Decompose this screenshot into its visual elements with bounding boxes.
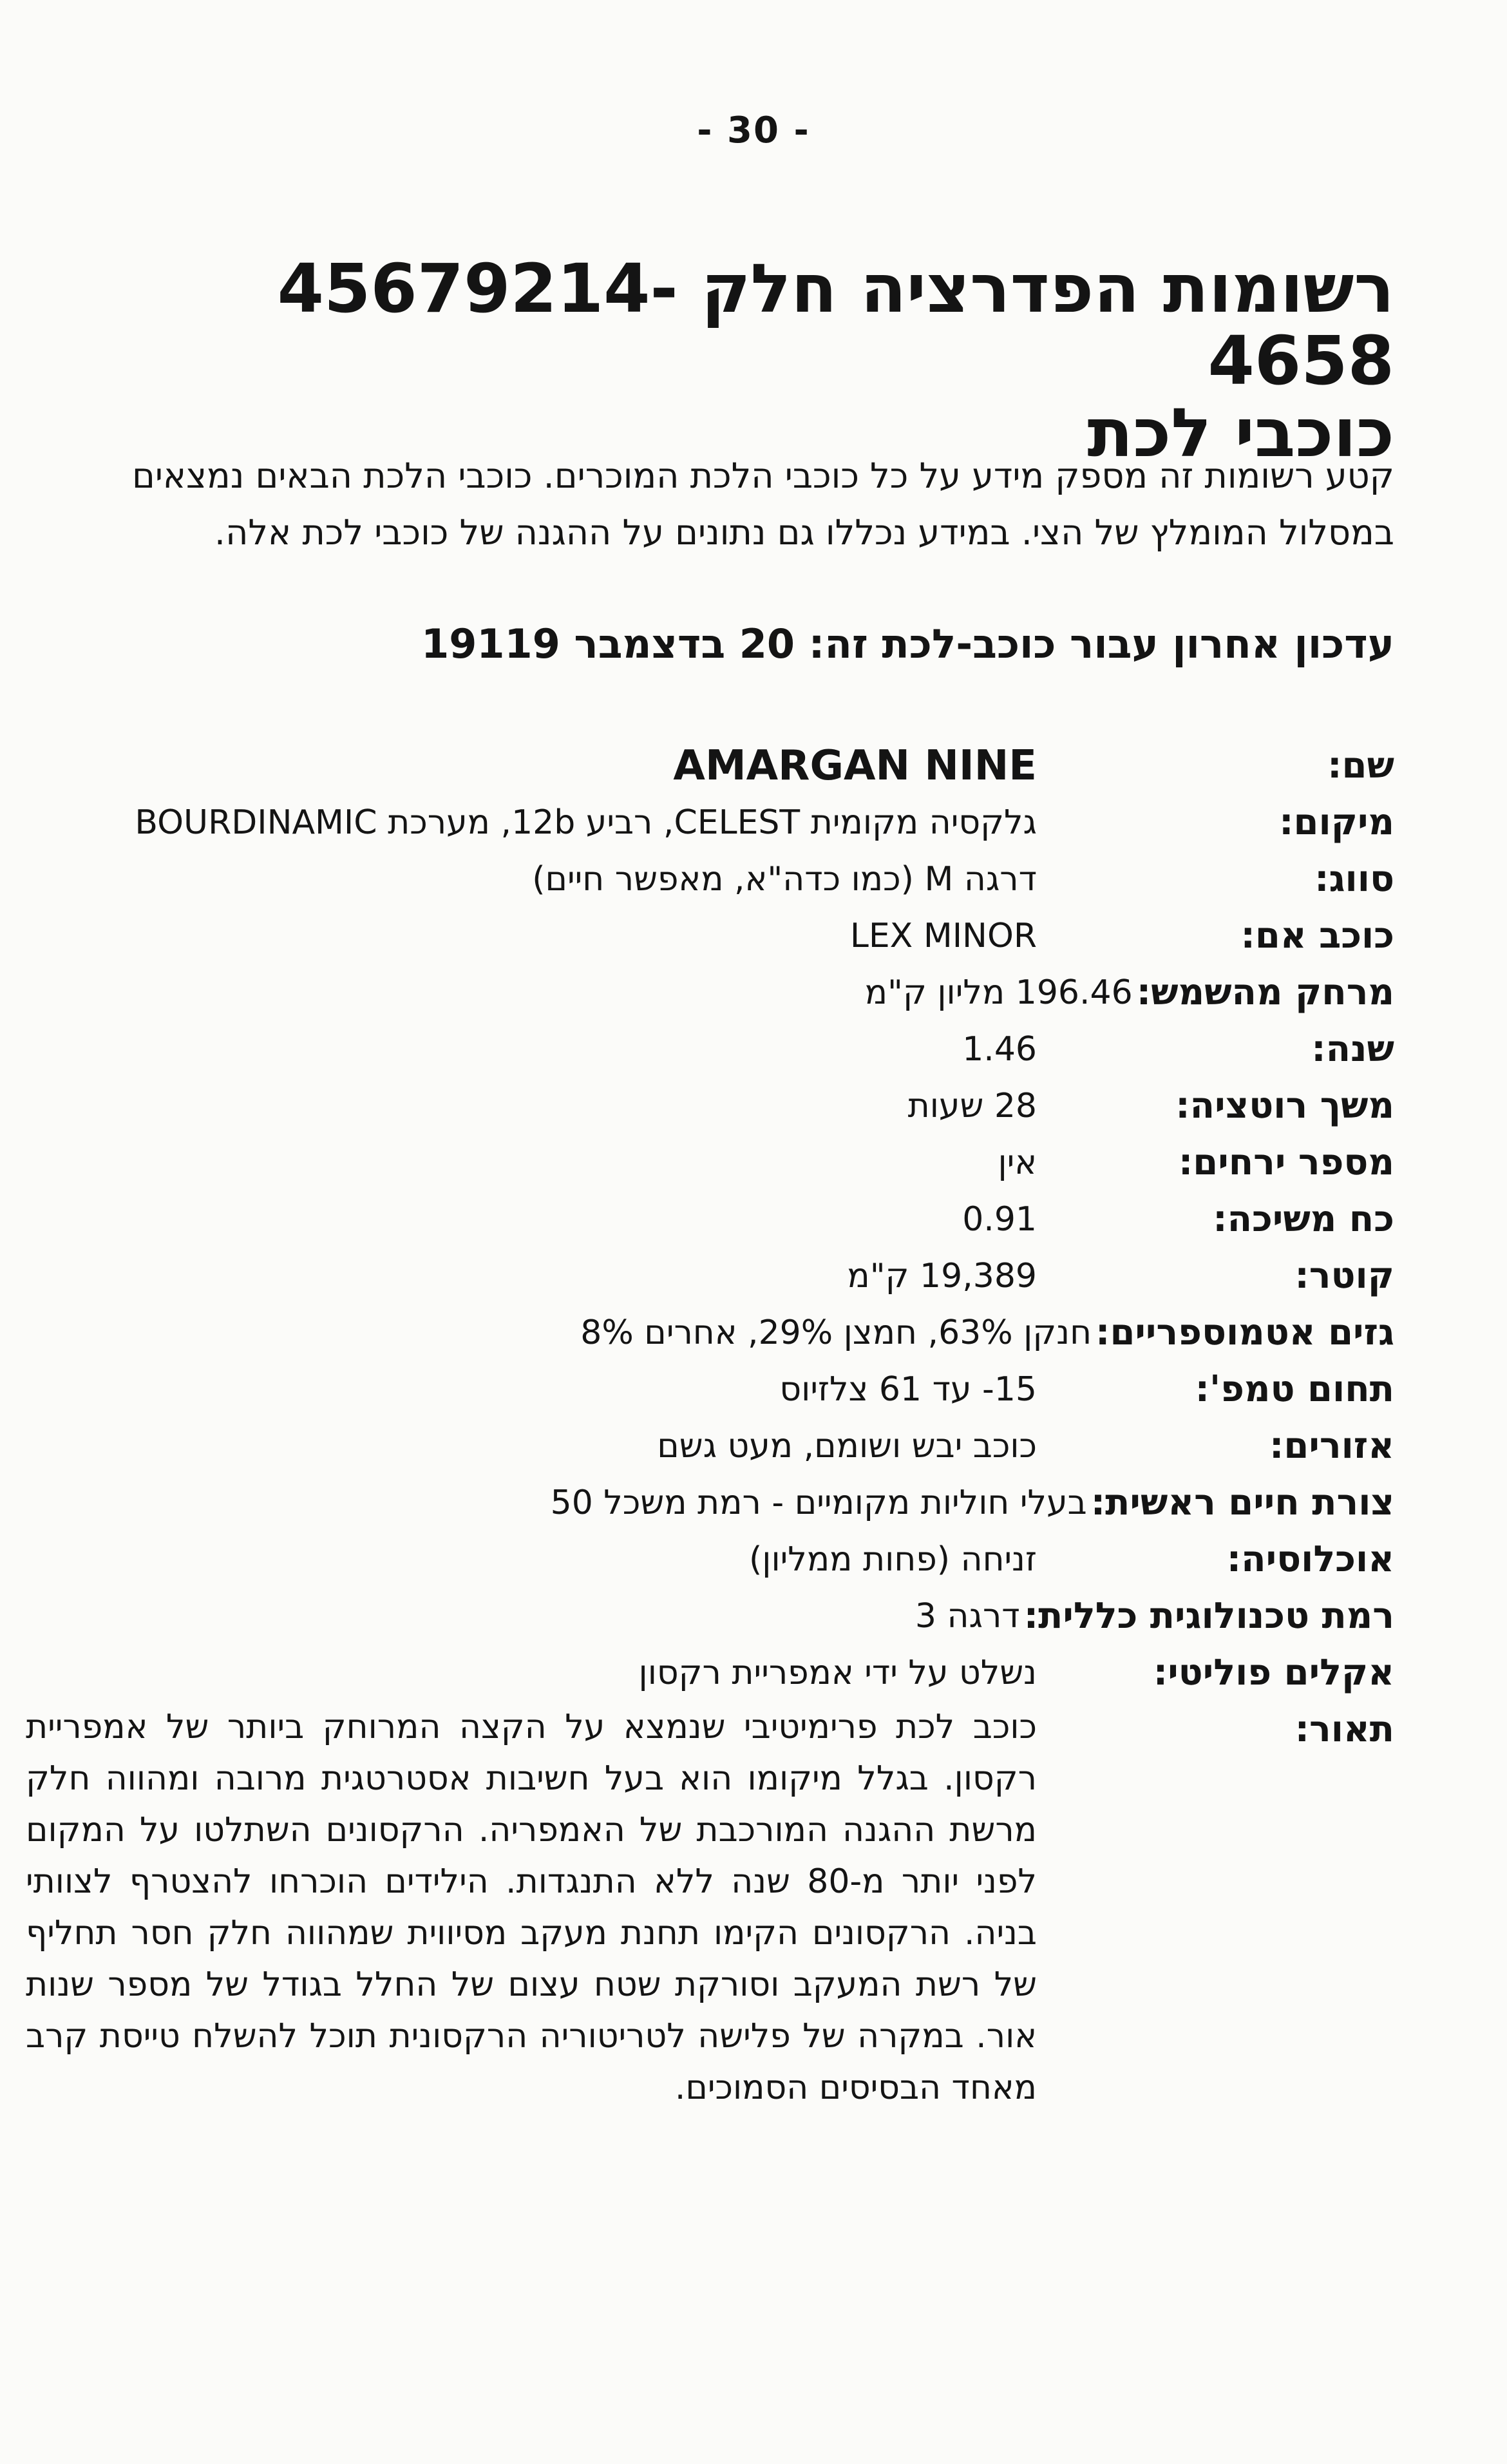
spec-value-atmosphere: חנקן 63%, חמצן 29%, אחרים 8% (580, 1313, 1092, 1352)
spec-row-zones (26, 1418, 1394, 1475)
spec-row-name (26, 738, 1394, 794)
spec-value-zones: כוכב יבש ושומם, מעט גשם (657, 1427, 1037, 1466)
title-line-2: כוכבי לכת (1087, 394, 1394, 472)
spec-label-parent-star: כוכב אם: (1240, 915, 1394, 957)
spec-label-zones: אזורים: (1269, 1425, 1394, 1467)
spec-row-temperature (26, 1361, 1394, 1418)
spec-value-temperature: 15- עד 61 צלזיוס (779, 1370, 1037, 1409)
spec-label-lifeform: צורת חיים ראשית: (1090, 1482, 1394, 1523)
spec-value-lifeform: בעלי חוליות מקומיים - רמת משכל 50 (550, 1484, 1087, 1522)
spec-label-year: שנה: (1311, 1028, 1394, 1070)
spec-row-description (26, 1701, 1394, 2114)
spec-label-description: תאור: (1294, 1708, 1394, 1750)
spec-value-political: נשלט על ידי אמפריית רקסון (638, 1654, 1037, 1692)
spec-row-year (26, 1021, 1394, 1078)
title-line-1: רשומות הפדרציה חלק 45679214-4658 (277, 249, 1394, 400)
spec-label-sun-distance: מרחק מהשמש: (1136, 971, 1394, 1013)
spec-label-population: אוכלוסיה: (1226, 1538, 1394, 1580)
spec-row-gravity (26, 1191, 1394, 1248)
spec-row-type (26, 851, 1394, 908)
spec-value-tech: דרגה 3 (915, 1597, 1020, 1636)
spec-label-tech: רמת טכנולוגית כללית: (1023, 1595, 1394, 1637)
spec-label-name: שם: (1327, 745, 1394, 787)
spec-value-year: 1.46 (962, 1030, 1037, 1069)
spec-value-description: כוכב לכת פרימיטיבי שנמצא על הקצה המרוחק ביותר של אמפריית רקסון. בגלל מיקומו הוא בעל חשיבות אסטרטגית מרובה ומהווה חלק מרשת ההגנה המורכבת של האמפריה. הרקסונים השתלטו על המקום לפני יותר מ-80 שנה ללא התנגדות. הילידים הוכרחו להצטרף לצוותי בניה. הרקסונים הקימו תחנת מעקב מסיווית שמהווה חלק חסר תחליף של רשת המעקב וסורקת שטח עצום של החלל בגודל של מספר שנות אור. במקרה של פלישה לטריטוריה הרקסונית תוכל להשלח טייסת קרב מאחד הבסיסים הסמוכים. (26, 1708, 1037, 2107)
spec-row-rotation (26, 1078, 1394, 1134)
spec-value-diameter: 19,389 ק"מ (847, 1257, 1037, 1295)
spec-row-tech (26, 1588, 1394, 1645)
spec-value-moons: אין (998, 1143, 1037, 1182)
page-number: - 30 - (697, 110, 810, 151)
spec-label-temperature: תחום טמפ': (1195, 1368, 1394, 1410)
intro-paragraph: קטע רשומות זה מספק מידע על כל כוכבי הלכת המוכרים. כוכבי הלכת הבאים נמצאים במסלול המומלץ של הצי. במידע נכללו גם נתונים על ההגנה של כוכבי לכת אלה. (131, 455, 1394, 553)
last-update-line: עדכון אחרון עבור כוכב-לכת זה: 20 בדצמבר 19119 (421, 620, 1394, 667)
spec-label-gravity: כח משיכה: (1213, 1198, 1394, 1240)
spec-row-atmosphere (26, 1304, 1394, 1361)
spec-row-moons (26, 1134, 1394, 1191)
spec-label-location: מיקום: (1279, 801, 1394, 843)
planet-spec-list (26, 738, 1394, 2114)
spec-value-parent-star: LEX MINOR (849, 917, 1037, 955)
spec-label-type: סווג: (1314, 858, 1394, 900)
spec-value-rotation: 28 שעות (907, 1087, 1037, 1125)
spec-label-rotation: משך רוטציה: (1175, 1085, 1394, 1127)
spec-row-location (26, 794, 1394, 851)
spec-value-type: דרגה M (כמו כדה"א, מאפשר חיים) (532, 860, 1037, 899)
spec-row-sun-distance (26, 964, 1394, 1021)
spec-value-gravity: 0.91 (962, 1200, 1037, 1239)
spec-value-name: AMARGAN NINE (673, 742, 1037, 790)
spec-value-population: זניחה (פחות ממליון) (749, 1540, 1037, 1579)
spec-value-location: גלקסיה מקומית CELEST, רביע 12b, מערכת BOURDINAMIC (135, 803, 1037, 842)
spec-row-population (26, 1531, 1394, 1588)
spec-label-atmosphere: גזים אטמוספריים: (1095, 1312, 1394, 1353)
spec-row-political (26, 1645, 1394, 1701)
spec-label-diameter: קוטר: (1294, 1255, 1394, 1297)
spec-row-parent-star (26, 908, 1394, 964)
spec-value-sun-distance: 196.46 מליון ק"מ (864, 973, 1133, 1012)
spec-label-political: אקלים פוליטי: (1153, 1652, 1394, 1694)
spec-row-diameter (26, 1248, 1394, 1304)
page-title (148, 249, 1394, 472)
spec-label-moons: מספר ירחים: (1178, 1141, 1394, 1183)
spec-row-lifeform (26, 1475, 1394, 1531)
